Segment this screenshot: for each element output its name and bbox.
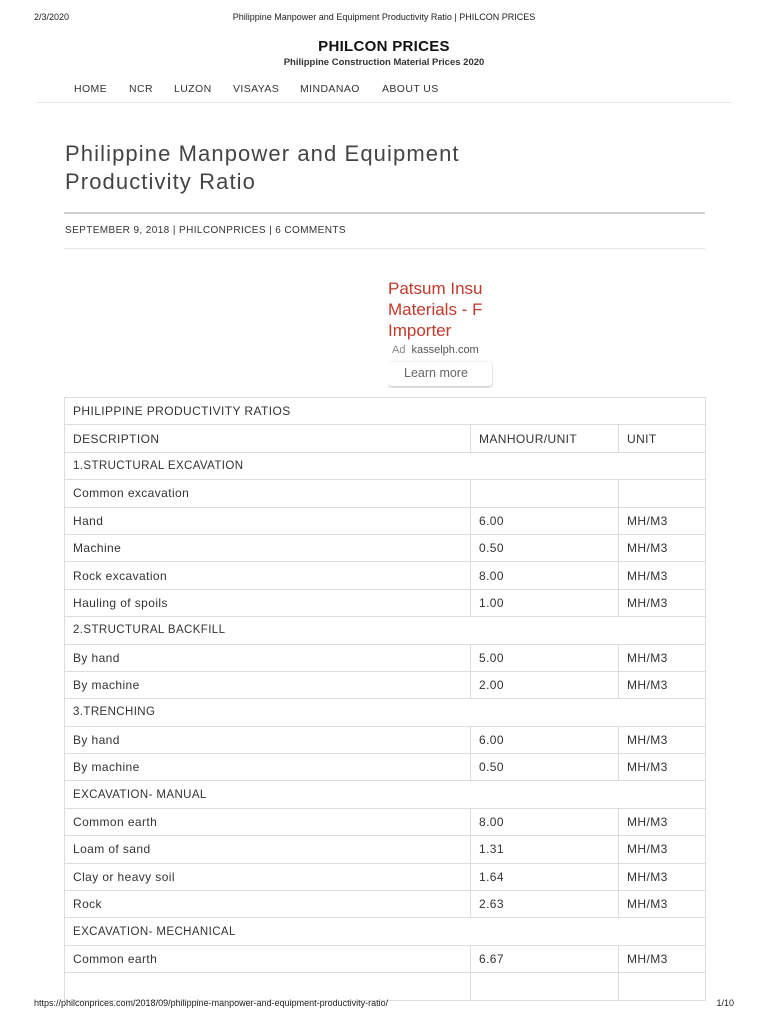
cell-unit: MH/M3 bbox=[619, 863, 706, 890]
cell-description: Hauling of spoils bbox=[65, 589, 471, 616]
cell-description bbox=[65, 973, 471, 1000]
cell-unit: MH/M3 bbox=[619, 945, 706, 972]
table-row bbox=[65, 726, 706, 753]
nav-item-mindanao[interactable]: MINDANAO bbox=[300, 83, 360, 95]
table-body bbox=[65, 398, 706, 1001]
header-unit: UNIT bbox=[619, 425, 706, 452]
site-title[interactable]: PHILCON PRICES bbox=[318, 38, 450, 55]
post-comments-link[interactable]: 6 COMMENTS bbox=[275, 225, 346, 236]
table-section-row bbox=[65, 452, 706, 479]
cell-description: Common excavation bbox=[65, 480, 471, 507]
table-row bbox=[65, 863, 706, 890]
section-label: 1.STRUCTURAL EXCAVATION bbox=[65, 452, 706, 479]
cell-unit: MH/M3 bbox=[619, 507, 706, 534]
cell-manhour: 6.00 bbox=[471, 726, 619, 753]
table-row bbox=[65, 836, 706, 863]
cell-unit: MH/M3 bbox=[619, 836, 706, 863]
cell-unit: MH/M3 bbox=[619, 562, 706, 589]
cell-unit: MH/M3 bbox=[619, 891, 706, 918]
cell-description: Common earth bbox=[65, 808, 471, 835]
header-description: DESCRIPTION bbox=[65, 425, 471, 452]
cell-description: By hand bbox=[65, 726, 471, 753]
print-header bbox=[0, 12, 768, 26]
table-caption: PHILIPPINE PRODUCTIVITY RATIOS bbox=[65, 398, 706, 425]
cell-manhour: 6.67 bbox=[471, 945, 619, 972]
post-title-line-2: Productivity Ratio bbox=[65, 169, 256, 194]
cell-manhour: 0.50 bbox=[471, 534, 619, 561]
site-tagline: Philippine Construction Material Prices 2020 bbox=[283, 57, 485, 68]
table-row bbox=[65, 891, 706, 918]
nav-item-about-us[interactable]: ABOUT US bbox=[382, 83, 439, 95]
table-row bbox=[65, 507, 706, 534]
cell-unit: MH/M3 bbox=[619, 754, 706, 781]
table-section-row bbox=[65, 617, 706, 644]
cell-description: Machine bbox=[65, 534, 471, 561]
nav-item-visayas[interactable]: VISAYAS bbox=[233, 83, 280, 95]
cell-unit: MH/M3 bbox=[619, 644, 706, 671]
cell-description: Common earth bbox=[65, 945, 471, 972]
cell-manhour: 8.00 bbox=[471, 562, 619, 589]
ad-learn-more-button[interactable]: Learn more bbox=[388, 362, 492, 386]
table-row bbox=[65, 945, 706, 972]
cell-manhour: 1.64 bbox=[471, 863, 619, 890]
productivity-ratio-table bbox=[64, 397, 706, 1001]
post-title-line-1: Philippine Manpower and Equipment bbox=[65, 141, 460, 166]
cell-manhour: 0.50 bbox=[471, 754, 619, 781]
table-section-row bbox=[65, 781, 706, 808]
table-row bbox=[65, 589, 706, 616]
table-row bbox=[65, 644, 706, 671]
header-manhour-unit: MANHOUR/UNIT bbox=[471, 425, 619, 452]
table-caption-row bbox=[65, 398, 706, 425]
print-date: 2/3/2020 bbox=[34, 12, 70, 22]
site-header bbox=[0, 38, 768, 68]
print-page-title: Philippine Manpower and Equipment Productivity Ratio | PHILCON PRICES bbox=[232, 12, 536, 22]
nav-item-ncr[interactable]: NCR bbox=[129, 83, 153, 95]
post-title bbox=[65, 140, 625, 196]
cell-manhour: 2.00 bbox=[471, 671, 619, 698]
main-nav bbox=[36, 79, 732, 103]
table-row bbox=[65, 808, 706, 835]
nav-item-luzon[interactable]: LUZON bbox=[174, 83, 212, 95]
table-row bbox=[65, 480, 706, 507]
table-row bbox=[65, 534, 706, 561]
table-section-row bbox=[65, 918, 706, 945]
cell-unit: MH/M3 bbox=[619, 671, 706, 698]
cell-manhour: 1.31 bbox=[471, 836, 619, 863]
cell-manhour: 1.00 bbox=[471, 589, 619, 616]
cell-description: By machine bbox=[65, 671, 471, 698]
ad-domain[interactable]: kasselph.com bbox=[411, 344, 479, 356]
ad-headline-line-3[interactable]: Importer bbox=[388, 321, 452, 340]
cell-manhour bbox=[471, 973, 619, 1000]
ad-headline-line-1[interactable]: Patsum Insu bbox=[388, 279, 483, 298]
cell-description: Loam of sand bbox=[65, 836, 471, 863]
post-author[interactable]: PHILCONPRICES bbox=[179, 225, 266, 236]
cell-manhour bbox=[471, 480, 619, 507]
ad-label: Ad bbox=[392, 344, 406, 356]
table-row bbox=[65, 973, 706, 1000]
table-section-row bbox=[65, 699, 706, 726]
cell-unit: MH/M3 bbox=[619, 808, 706, 835]
cell-description: Hand bbox=[65, 507, 471, 534]
cell-description: By machine bbox=[65, 754, 471, 781]
cell-unit: MH/M3 bbox=[619, 726, 706, 753]
meta-separator: | bbox=[172, 225, 176, 236]
section-label: EXCAVATION- MANUAL bbox=[65, 781, 706, 808]
cell-manhour: 2.63 bbox=[471, 891, 619, 918]
table-header-row bbox=[65, 425, 706, 452]
section-label: 3.TRENCHING bbox=[65, 699, 706, 726]
post-meta bbox=[65, 225, 346, 236]
section-label: EXCAVATION- MECHANICAL bbox=[65, 918, 706, 945]
print-url: https://philconprices.com/2018/09/philippine-manpower-and-equipment-productivity-ratio/ bbox=[34, 998, 389, 1008]
table-row bbox=[65, 562, 706, 589]
table-row bbox=[65, 754, 706, 781]
meta-separator: | bbox=[269, 225, 273, 236]
cell-unit bbox=[619, 973, 706, 1000]
print-page-number: 1/10 bbox=[716, 998, 734, 1008]
cell-unit: MH/M3 bbox=[619, 534, 706, 561]
cell-description: Clay or heavy soil bbox=[65, 863, 471, 890]
cell-manhour: 6.00 bbox=[471, 507, 619, 534]
cell-description: Rock excavation bbox=[65, 562, 471, 589]
meta-divider-top bbox=[64, 212, 705, 214]
cell-description: By hand bbox=[65, 644, 471, 671]
cell-manhour: 5.00 bbox=[471, 644, 619, 671]
cell-description: Rock bbox=[65, 891, 471, 918]
ad-headline-line-2[interactable]: Materials - F bbox=[388, 300, 483, 319]
meta-divider-bottom bbox=[64, 248, 705, 249]
cell-manhour: 8.00 bbox=[471, 808, 619, 835]
ad-source bbox=[392, 344, 479, 356]
cell-unit: MH/M3 bbox=[619, 589, 706, 616]
cell-unit bbox=[619, 480, 706, 507]
post-date[interactable]: SEPTEMBER 9, 2018 bbox=[65, 225, 170, 236]
table-row bbox=[65, 671, 706, 698]
section-label: 2.STRUCTURAL BACKFILL bbox=[65, 617, 706, 644]
nav-item-home[interactable]: HOME bbox=[74, 83, 108, 95]
ad-banner[interactable] bbox=[388, 278, 493, 388]
